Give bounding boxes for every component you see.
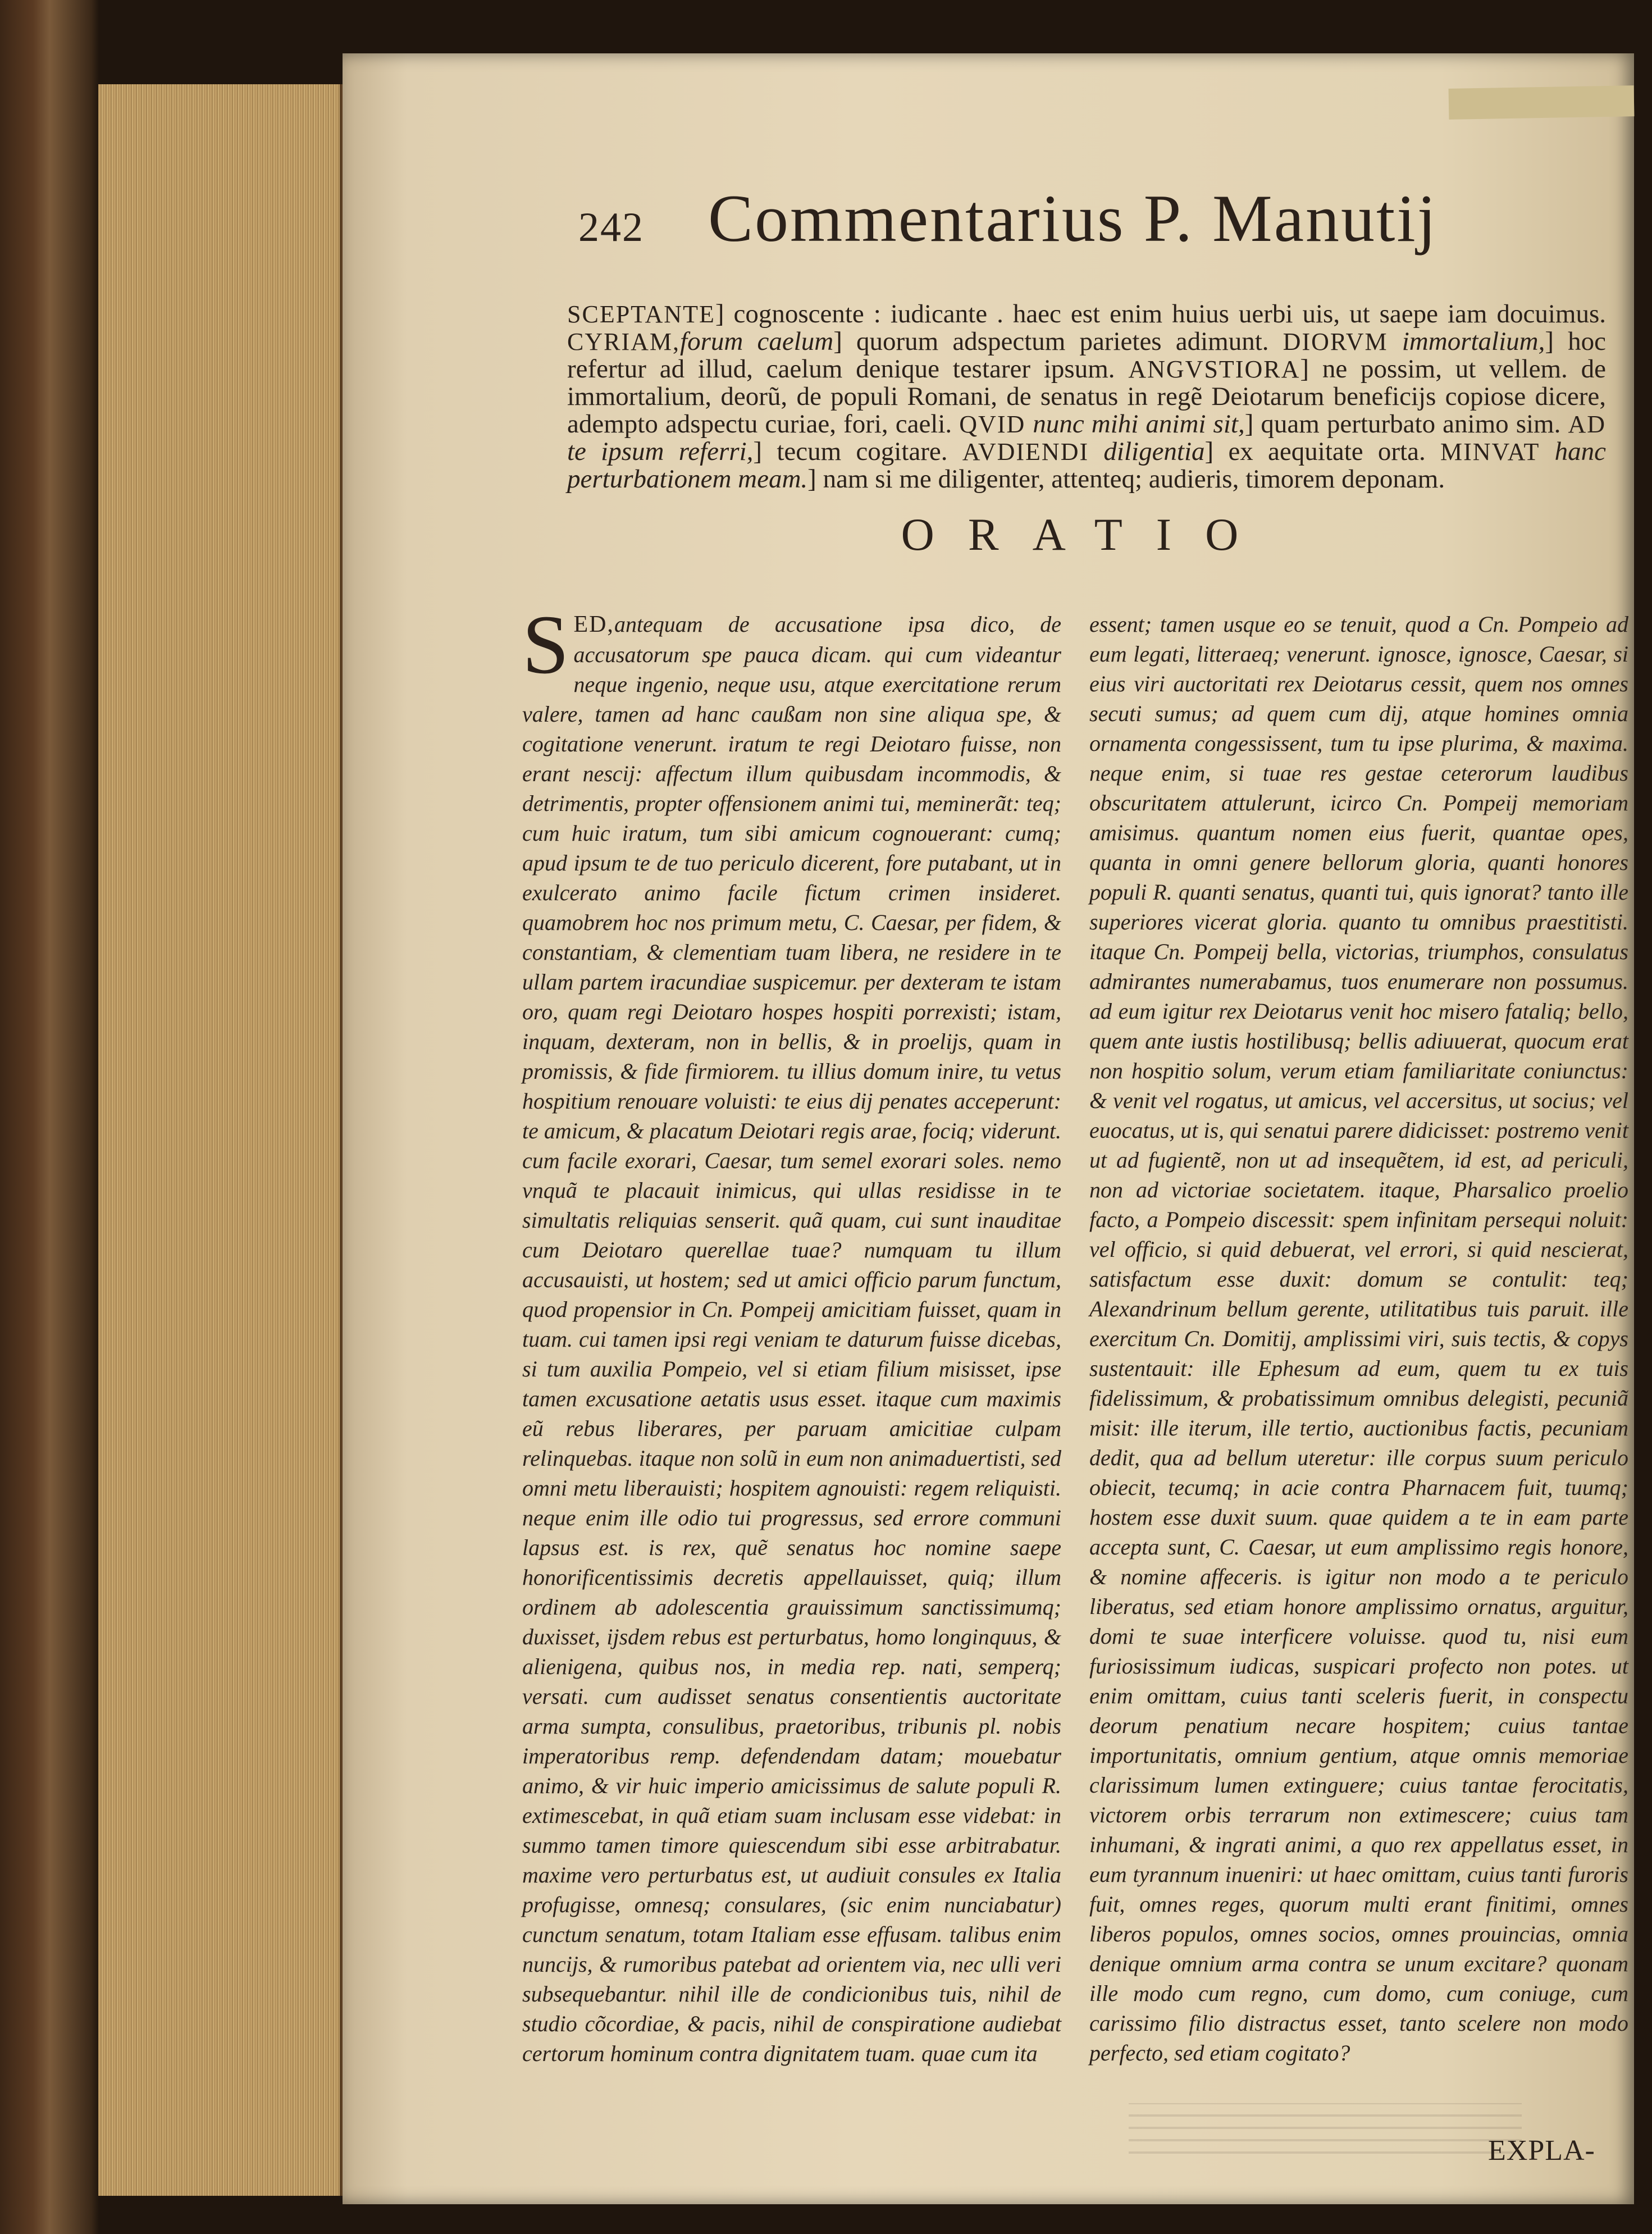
bleed-through-shadow [1129,2103,1522,2154]
running-title: Commentarius P. Manutij [708,181,1437,256]
page-tab [1449,85,1635,120]
lemma: AVDIENDI [962,438,1089,466]
lemma-italic: immortalium, [1402,327,1545,356]
lemma: MINVAT [1440,438,1540,466]
gloss: ] ne possim, ut vellem. de immortalium, deorũ, de populi Romani, de senatus in regẽ Deiotarum beneficijs copiose dicere, adempto adspectu curiae, fori, caeli. [567,354,1606,439]
oration-left-body: antequam de accusatione ipsa dico, de accusatorum spe pauca dicam. qui cum videantur neque ingenio, neque usu, atque exercitatione rerum valere, tamen ad hanc caußam non sine aliqua spe, & cogitatione venerunt. iratum te regi Deiotaro fuisse, non erant nescij: affectum illum quibusdam incommodis, & detrimentis, propter offensionem animi tui, meminerãt: teq; cum huic iratum, tum sibi amicum cognouerant: cumq; apud ipsum te de tuo periculo dicerent, fore putabant, ut in exulcerato animo facile fictum crimen insideret. quamobrem hoc nos primum metu, C. Caesar, per fidem, & constantiam, & clementiam tuam libera, ne residere in te ullam partem iracundiae suspicemur. per dexteram te istam oro, quam regi Deiotaro hospes hospiti porrexisti; istam, inquam, dexteram, non in bellis, & in proelijs, quam in promissis, & fide firmiorem. tu illius domum inire, tu vetus hospitium renouare voluisti: te eius dij penates acceperunt: te amicum, & placatum Deiotari regis arae, fociq; viderunt. cum facile exorari, Caesar, tum semel exorari soles. nemo vnquã te placauit inimicus, qui ullas residisse in te simultatis reliquias senserit. quã quam, cui sunt inauditae cum Deiotaro querellae tuae? numquam tu illum accusauisti, ut hostem; sed ut amici officio parum functum, quod propensior in Cn. Pompeij amicitiam fuisset, quam in tuam. cui tamen ipsi regi veniam te daturum fuisse dicebas, si tum auxilia Pompeio, vel si etiam filium misisset, ipse tamen excusatione aetatis usus esset. itaque cum maximis eũ rebus liberares, per paruam amicitiae culpam relinquebas. itaque non solũ in eum non animaduertisti, sed omni metu liberauisti; hospitem agnouisti: regem reliquisti. neque enim ille odio tui progressus, sed errore communi lapsus est. is rex, quẽ senatus hoc nomine saepe honorificentissimis decretis appellauisset, quiq; illum ordinem ab adolescentia grauissimum sanctissimumq; duxisset, ijsdem rebus est perturbatus, homo longinquus, & alienigena, quibus nos, in media rep. nati, semperq; versati. cum audisset senatus consentientis auctoritate arma sumpta, consulibus, praetoribus, tribunis pl. nobis imperatoribus remp. defendendam datam; mouebatur animo, & vir huic imperio amicissimus de salute populi R. extimescebat, in quã etiam suam inclusam esse videbat: in summo tamen timore quiescendum sibi esse arbitrabatur. maxime vero perturbatus est, ut audiuit consules ex Italia profugisse, omnesq; consulares, (sic enim nunciabatur) cunctum senatum, totam Italiam esse effusam. talibus enim nuncijs, & rumoribus patebat ad orientem via, nec ulli veri subsequebantur. nihil ille de condicionibus tuis, nihil de studio cõcordiae, & pacis, nihil de conspiratione audiebat certorum hominum contra dignitatem tuam. quae cum ita [522,612,1061,2066]
lemma-italic: te ipsum referri, [567,437,754,466]
lemma: QVID [959,411,1026,438]
oration-column-left [522,598,1061,2068]
commentary-paragraph [567,300,1606,493]
lemma: CYRIAM, [567,328,681,355]
page-header [578,180,1645,292]
commentary-block [567,300,1606,493]
page-number: 242 [578,204,644,250]
gloss: ] tecum cogitare. [753,437,962,466]
gloss: ] quorum adspectum parietes adimunt. [833,327,1283,356]
gloss: ] ex aequitate orta. [1204,437,1440,466]
lemma-italic: diligentia [1103,437,1205,466]
lemma: DIORVM [1283,328,1388,355]
oration-text-left [522,598,1061,2068]
gloss: ] hoc refertur ad illud, caelum denique testarer ipsum. [567,327,1607,384]
section-heading-oratio: ORATIO [901,509,1272,560]
gloss: ] cognoscente : iudicante . haec est enim huius uerbi uis, ut saepe iam docuimus. [715,299,1606,329]
oration-right-body: essent; tamen usque eo se tenuit, quod a Cn. Pompeio ad eum legati, litteraeq; venerunt. ignosce, ignosce, Caesar, si eius viri auctoritati rex Deiotarus cessit, quem nos omnes secuti sumus; ad quem cum dij, atque homines omnia ornamenta congessissent, tum tu ipse plurima, & maxima. neque enim, si tuae res gestae ceterorum laudibus obscuritatem attulerunt, icirco Cn. Pompeij memoriam amisimus. quantum nomen eius fuerit, quantae opes, quanta in omni genere bellorum gloria, quanti honores populi R. quanti senatus, quanti tui, quis ignorat? tanto ille superiores vicerat gloria. quanto tu omnibus praestitisti. itaque Cn. Pompeij bella, victorias, triumphos, consulatus admirantes numerabamus, tuos enumerare non possumus. ad eum igitur rex Deiotarus venit hoc misero fataliq; bello, quem ante iustis hostilibusq; bellis adiuuerat, quocum erat non hospitio solum, verum etiam familiaritate coniunctus: & venit vel rogatus, ut amicus, vel accersitus, ut socius; vel euocatus, ut is, qui senatui parere didicisset: postremo venit ut ad fugientẽ, non ut ad insequẽtem, id est, ad periculi, non ad victoriae societatem. itaque, Pharsalico proelio facto, a Pompeio discessit: spem infinitam persequi noluit: vel officio, si quid debuerat, vel errori, si quid nescierat, satisfactum esse duxit: domum se contulit: teq; Alexandrinum bellum gerente, utilitatibus tuis paruit. ille exercitum Cn. Domitij, amplissimi viri, suis tectis, & copys sustentauit: ille Ephesum ad eum, quem tu ex tuis fidelissimum, & probatissimum omnibus delegisti, pecuniã misit: ille iterum, ille tertio, auctionibus factis, pecuniam dedit, qua ad bellum uteretur: ille corpus suum periculo obiecit, tecumq; in acie contra Pharnacem fuit, tuumq; hostem esse duxit suum. quae quidem a te in eam parte accepta sunt, C. Caesar, ut eum amplissimo regis honore, & nomine affeceris. is igitur non modo a te periculo liberatus, sed etiam honore amplissimo ornatus, arguitur, domi te suae interficere voluisse. quod tu, nisi eum furiosissimum iudicas, suspicari profecto non potes. ut enim omittam, cuius tanti sceleris fuerit, in conspectu deorum penatium necare hospitem; cuius tantae importunitatis, omnium gentium, atque omnis memoriae clarissimum lumen extinguere; cuius tantae ferocitatis, victorem orbis terrarum non extimescere; cuius tam inhumani, & ingrati animi, a quo rex appellatus esset, in eum tyrannum inueniri: ut haec omittam, cuius tanti furoris fuit, omnes reges, quorum multi erant finitimi, omnes liberos populos, omnes socios, omnes prouincias, omnia denique omnium arma contra se unum excitare? quonam ille modo cum regno, cum domo, cum coniuge, cum carissimo filio distractus esset, tanto scelere non modo perfecto, sed etiam cogitato? [1089,612,1628,2066]
catchword: EXPLA- [1488,2135,1595,2167]
book-page [343,53,1634,2204]
page-edges [98,84,344,2196]
drop-cap: S [522,598,569,691]
lemma-italic: hanc perturbationem meam. [567,437,1607,494]
lemma: AD [1568,411,1606,438]
lemma-italic: forum caelum [680,327,834,356]
lemma: SCEPTANTE [567,300,715,328]
oration-column-right [1089,609,1628,2068]
lemma: ANGVSTIORA [1128,355,1300,383]
lead-caps: ED, [573,612,614,637]
lemma-italic: nunc mihi animi sit, [1033,409,1245,439]
gloss: ] nam si me diligenter, attenteq; audieris, timorem deponam. [807,464,1445,494]
gloss: ] quam perturbato animo sim. [1244,409,1568,439]
